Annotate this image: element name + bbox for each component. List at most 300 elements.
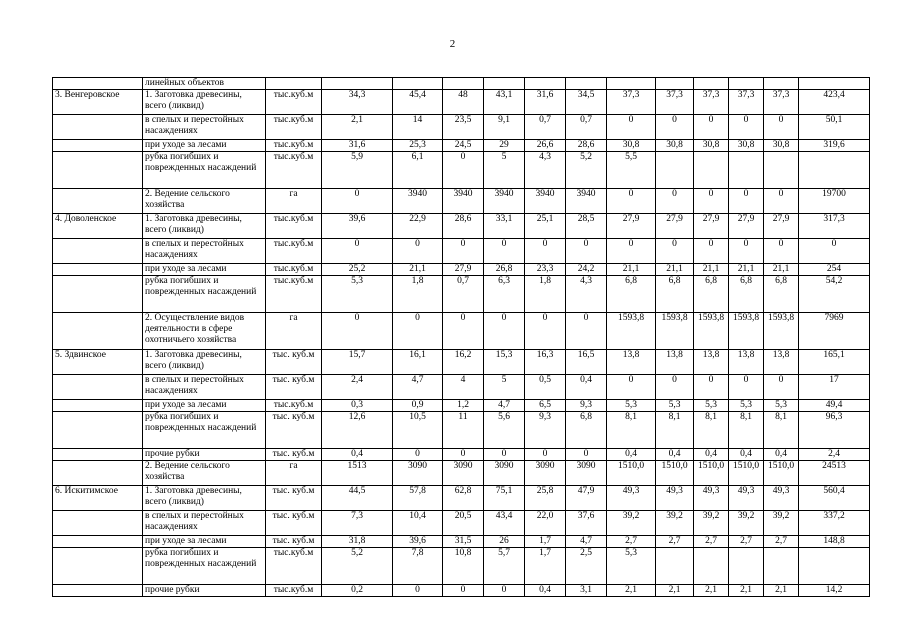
- value-cell: 0,4: [764, 449, 799, 461]
- value-cell: 3090: [525, 461, 566, 486]
- indicator-cell: прочие рубки: [143, 449, 266, 461]
- value-cell: 37,3: [694, 90, 729, 115]
- table-row: [53, 152, 870, 189]
- table-row: [53, 264, 870, 276]
- value-cell: 6,8: [656, 276, 694, 313]
- value-cell: 1593,8: [729, 313, 764, 350]
- region-cell: [53, 239, 143, 264]
- table-row: [53, 548, 870, 585]
- value-cell: 30,8: [729, 140, 764, 152]
- value-cell: 0: [607, 189, 656, 214]
- indicator-cell: рубка погибших и поврежденных насаждений: [143, 412, 266, 449]
- value-cell: 29: [484, 140, 525, 152]
- value-cell: 0,4: [656, 449, 694, 461]
- table-row: [53, 511, 870, 536]
- value-cell: 37,3: [729, 90, 764, 115]
- value-cell: [443, 78, 484, 90]
- value-cell: [322, 78, 393, 90]
- value-cell: 5,3: [729, 400, 764, 412]
- value-cell: 27,9: [443, 264, 484, 276]
- region-cell: 3. Венгеровское: [53, 90, 143, 115]
- value-cell: 4,7: [393, 375, 443, 400]
- value-cell: 27,9: [764, 214, 799, 239]
- table-row: [53, 214, 870, 239]
- unit-cell: тыс.куб.м: [266, 140, 322, 152]
- value-cell: 5,3: [694, 400, 729, 412]
- indicator-cell: при уходе за лесами: [143, 140, 266, 152]
- value-cell: 27,9: [729, 214, 764, 239]
- value-cell: 3090: [443, 461, 484, 486]
- table-row: [53, 461, 870, 486]
- value-cell: 0: [764, 115, 799, 140]
- value-cell: 1,7: [525, 548, 566, 585]
- value-cell: 22,0: [525, 511, 566, 536]
- value-cell: [566, 78, 607, 90]
- value-cell: 39,2: [694, 511, 729, 536]
- unit-cell: тыс. куб.м: [266, 511, 322, 536]
- value-cell: 0: [443, 449, 484, 461]
- value-cell: 16,3: [525, 350, 566, 375]
- value-cell: 3090: [566, 461, 607, 486]
- value-cell: 1593,8: [607, 313, 656, 350]
- value-cell: 14: [393, 115, 443, 140]
- value-cell: 1510,0: [607, 461, 656, 486]
- total-cell: 0: [799, 239, 870, 264]
- value-cell: 0: [694, 239, 729, 264]
- value-cell: 10,4: [393, 511, 443, 536]
- value-cell: 8,1: [729, 412, 764, 449]
- value-cell: 0: [694, 189, 729, 214]
- value-cell: 9,3: [525, 412, 566, 449]
- total-cell: 24513: [799, 461, 870, 486]
- value-cell: [764, 78, 799, 90]
- table-row: [53, 78, 870, 90]
- region-cell: [53, 375, 143, 400]
- value-cell: 25,2: [322, 264, 393, 276]
- value-cell: 5: [484, 152, 525, 189]
- value-cell: 0,4: [607, 449, 656, 461]
- value-cell: 0,4: [566, 375, 607, 400]
- value-cell: 48: [443, 90, 484, 115]
- value-cell: 21,1: [729, 264, 764, 276]
- value-cell: 49,3: [694, 486, 729, 511]
- value-cell: 12,6: [322, 412, 393, 449]
- value-cell: 57,8: [393, 486, 443, 511]
- value-cell: 0: [484, 239, 525, 264]
- indicator-cell: 1. Заготовка древесины, всего (ликвид): [143, 350, 266, 375]
- value-cell: 7,3: [322, 511, 393, 536]
- unit-cell: га: [266, 189, 322, 214]
- indicator-cell: 2. Ведение сельского хозяйства: [143, 189, 266, 214]
- value-cell: [764, 548, 799, 585]
- value-cell: 3090: [484, 461, 525, 486]
- value-cell: 10,8: [443, 548, 484, 585]
- region-cell: [53, 115, 143, 140]
- value-cell: [393, 78, 443, 90]
- region-cell: 6. Искитимское: [53, 486, 143, 511]
- value-cell: 6,1: [393, 152, 443, 189]
- value-cell: 37,6: [566, 511, 607, 536]
- value-cell: 6,5: [525, 400, 566, 412]
- value-cell: 62,8: [443, 486, 484, 511]
- value-cell: 0: [322, 313, 393, 350]
- value-cell: 5,2: [566, 152, 607, 189]
- value-cell: 30,8: [764, 140, 799, 152]
- unit-cell: тыс.куб.м: [266, 115, 322, 140]
- value-cell: 13,8: [694, 350, 729, 375]
- value-cell: 31,8: [322, 536, 393, 548]
- value-cell: 0: [393, 449, 443, 461]
- value-cell: 27,9: [694, 214, 729, 239]
- value-cell: 49,3: [656, 486, 694, 511]
- value-cell: 2,7: [694, 536, 729, 548]
- region-cell: [53, 400, 143, 412]
- value-cell: 1513: [322, 461, 393, 486]
- value-cell: [656, 78, 694, 90]
- value-cell: 0: [393, 313, 443, 350]
- value-cell: 5,2: [322, 548, 393, 585]
- value-cell: 27,9: [607, 214, 656, 239]
- value-cell: 1,8: [525, 276, 566, 313]
- unit-cell: тыс.куб.м: [266, 400, 322, 412]
- value-cell: 0,2: [322, 585, 393, 597]
- total-cell: 2,4: [799, 449, 870, 461]
- value-cell: 34,3: [322, 90, 393, 115]
- value-cell: 49,3: [764, 486, 799, 511]
- value-cell: [656, 152, 694, 189]
- value-cell: 20,5: [443, 511, 484, 536]
- value-cell: 0: [656, 189, 694, 214]
- value-cell: 0: [525, 313, 566, 350]
- region-cell: [53, 461, 143, 486]
- indicator-cell: рубка погибших и поврежденных насаждений: [143, 276, 266, 313]
- total-cell: [799, 152, 870, 189]
- value-cell: 6,8: [729, 276, 764, 313]
- value-cell: 4: [443, 375, 484, 400]
- value-cell: 26: [484, 536, 525, 548]
- value-cell: 39,2: [729, 511, 764, 536]
- value-cell: 5,9: [322, 152, 393, 189]
- value-cell: 3940: [484, 189, 525, 214]
- page-number: 2: [449, 38, 456, 50]
- region-cell: [53, 536, 143, 548]
- value-cell: 13,8: [729, 350, 764, 375]
- value-cell: 0: [566, 449, 607, 461]
- value-cell: 0,4: [322, 449, 393, 461]
- value-cell: 22,9: [393, 214, 443, 239]
- value-cell: [729, 78, 764, 90]
- value-cell: 28,6: [443, 214, 484, 239]
- value-cell: 13,8: [764, 350, 799, 375]
- value-cell: 3090: [393, 461, 443, 486]
- value-cell: 49,3: [729, 486, 764, 511]
- value-cell: 0: [393, 585, 443, 597]
- value-cell: 0: [484, 585, 525, 597]
- region-cell: [53, 313, 143, 350]
- table-row: [53, 486, 870, 511]
- indicator-cell: в спелых и перестойных насаждениях: [143, 375, 266, 400]
- table-row: [53, 140, 870, 152]
- unit-cell: тыс.куб.м: [266, 90, 322, 115]
- region-cell: [53, 511, 143, 536]
- value-cell: [607, 78, 656, 90]
- value-cell: 0,9: [393, 400, 443, 412]
- value-cell: 0,4: [694, 449, 729, 461]
- value-cell: 0: [764, 375, 799, 400]
- value-cell: 9,1: [484, 115, 525, 140]
- value-cell: 0: [566, 313, 607, 350]
- value-cell: 5,3: [607, 400, 656, 412]
- value-cell: 21,1: [764, 264, 799, 276]
- value-cell: 1510,0: [729, 461, 764, 486]
- value-cell: 10,5: [393, 412, 443, 449]
- table-row: [53, 412, 870, 449]
- value-cell: 27,9: [656, 214, 694, 239]
- table-row: [53, 115, 870, 140]
- value-cell: 3940: [525, 189, 566, 214]
- value-cell: [694, 78, 729, 90]
- value-cell: 21,1: [393, 264, 443, 276]
- value-cell: 5,3: [322, 276, 393, 313]
- value-cell: 37,3: [764, 90, 799, 115]
- value-cell: 31,6: [525, 90, 566, 115]
- total-cell: 54,2: [799, 276, 870, 313]
- unit-cell: тыс. куб.м: [266, 375, 322, 400]
- value-cell: 1510,0: [694, 461, 729, 486]
- value-cell: 21,1: [694, 264, 729, 276]
- unit-cell: тыс.куб.м: [266, 152, 322, 189]
- region-cell: [53, 140, 143, 152]
- value-cell: 2,1: [729, 585, 764, 597]
- total-cell: 254: [799, 264, 870, 276]
- total-cell: 96,3: [799, 412, 870, 449]
- value-cell: 24,2: [566, 264, 607, 276]
- value-cell: 0: [607, 115, 656, 140]
- value-cell: 0: [484, 449, 525, 461]
- value-cell: 23,3: [525, 264, 566, 276]
- total-cell: 165,1: [799, 350, 870, 375]
- value-cell: 31,5: [443, 536, 484, 548]
- value-cell: 9,3: [566, 400, 607, 412]
- value-cell: 31,6: [322, 140, 393, 152]
- unit-cell: га: [266, 313, 322, 350]
- value-cell: 39,6: [393, 536, 443, 548]
- value-cell: 0: [607, 375, 656, 400]
- value-cell: 39,2: [607, 511, 656, 536]
- value-cell: 1593,8: [656, 313, 694, 350]
- total-cell: 17: [799, 375, 870, 400]
- value-cell: 0: [443, 585, 484, 597]
- total-cell: 423,4: [799, 90, 870, 115]
- indicator-cell: в спелых и перестойных насаждениях: [143, 239, 266, 264]
- value-cell: 2,4: [322, 375, 393, 400]
- region-cell: 5. Здвинское: [53, 350, 143, 375]
- value-cell: 39,6: [322, 214, 393, 239]
- unit-cell: тыс. куб.м: [266, 486, 322, 511]
- table-row: [53, 449, 870, 461]
- unit-cell: тыс. куб.м: [266, 412, 322, 449]
- forest-usage-table: [52, 77, 870, 597]
- value-cell: 2,1: [322, 115, 393, 140]
- value-cell: 1,7: [525, 536, 566, 548]
- region-cell: [53, 412, 143, 449]
- value-cell: 16,5: [566, 350, 607, 375]
- value-cell: 2,1: [764, 585, 799, 597]
- indicator-cell: рубка погибших и поврежденных насаждений: [143, 152, 266, 189]
- value-cell: 8,1: [764, 412, 799, 449]
- value-cell: 28,5: [566, 214, 607, 239]
- value-cell: 0: [443, 152, 484, 189]
- indicator-cell: в спелых и перестойных насаждениях: [143, 511, 266, 536]
- value-cell: 30,8: [656, 140, 694, 152]
- region-cell: [53, 78, 143, 90]
- unit-cell: тыс. куб.м: [266, 536, 322, 548]
- value-cell: 0: [607, 239, 656, 264]
- value-cell: [694, 548, 729, 585]
- value-cell: 8,1: [607, 412, 656, 449]
- value-cell: 75,1: [484, 486, 525, 511]
- value-cell: 25,3: [393, 140, 443, 152]
- value-cell: 0: [729, 239, 764, 264]
- value-cell: 0,3: [322, 400, 393, 412]
- value-cell: 1593,8: [764, 313, 799, 350]
- indicator-cell: рубка погибших и поврежденных насаждений: [143, 548, 266, 585]
- value-cell: 5,5: [607, 152, 656, 189]
- value-cell: 30,8: [694, 140, 729, 152]
- value-cell: 5,7: [484, 548, 525, 585]
- value-cell: 0: [322, 189, 393, 214]
- value-cell: 0: [566, 239, 607, 264]
- indicator-cell: 2. Ведение сельского хозяйства: [143, 461, 266, 486]
- total-cell: 148,8: [799, 536, 870, 548]
- value-cell: 0,4: [729, 449, 764, 461]
- indicator-cell: при уходе за лесами: [143, 400, 266, 412]
- value-cell: 16,1: [393, 350, 443, 375]
- value-cell: 0: [393, 239, 443, 264]
- unit-cell: тыс. куб.м: [266, 449, 322, 461]
- value-cell: 21,1: [607, 264, 656, 276]
- value-cell: 0,5: [525, 375, 566, 400]
- value-cell: 33,1: [484, 214, 525, 239]
- value-cell: 16,2: [443, 350, 484, 375]
- total-cell: 14,2: [799, 585, 870, 597]
- unit-cell: тыс.куб.м: [266, 214, 322, 239]
- value-cell: 0: [443, 313, 484, 350]
- value-cell: 5: [484, 375, 525, 400]
- value-cell: 34,5: [566, 90, 607, 115]
- value-cell: 23,5: [443, 115, 484, 140]
- unit-cell: га: [266, 461, 322, 486]
- value-cell: 3,1: [566, 585, 607, 597]
- value-cell: 13,8: [656, 350, 694, 375]
- value-cell: 0,4: [525, 585, 566, 597]
- indicator-cell: 2. Осуществление видов деятельности в сфере охотничьего хозяйства: [143, 313, 266, 350]
- unit-cell: [266, 78, 322, 90]
- value-cell: 4,7: [484, 400, 525, 412]
- value-cell: 2,7: [607, 536, 656, 548]
- value-cell: 2,7: [729, 536, 764, 548]
- unit-cell: тыс.куб.м: [266, 585, 322, 597]
- value-cell: 0: [484, 313, 525, 350]
- region-cell: [53, 276, 143, 313]
- value-cell: 5,3: [764, 400, 799, 412]
- unit-cell: тыс.куб.м: [266, 264, 322, 276]
- table-row: [53, 375, 870, 400]
- value-cell: 8,1: [694, 412, 729, 449]
- value-cell: 0: [656, 115, 694, 140]
- value-cell: 0: [694, 115, 729, 140]
- indicator-cell: 1. Заготовка древесины, всего (ликвид): [143, 486, 266, 511]
- value-cell: 0: [656, 239, 694, 264]
- unit-cell: тыс.куб.м: [266, 276, 322, 313]
- value-cell: 30,8: [607, 140, 656, 152]
- value-cell: 2,7: [764, 536, 799, 548]
- value-cell: 39,2: [656, 511, 694, 536]
- value-cell: 43,1: [484, 90, 525, 115]
- table-row: [53, 239, 870, 264]
- total-cell: 50,1: [799, 115, 870, 140]
- value-cell: 0: [443, 239, 484, 264]
- region-cell: 4. Доволенское: [53, 214, 143, 239]
- value-cell: 25,1: [525, 214, 566, 239]
- value-cell: [525, 78, 566, 90]
- table-row: [53, 276, 870, 313]
- value-cell: [694, 152, 729, 189]
- value-cell: 6,8: [566, 412, 607, 449]
- value-cell: 6,8: [607, 276, 656, 313]
- value-cell: 0: [322, 239, 393, 264]
- value-cell: 3940: [443, 189, 484, 214]
- value-cell: 0,7: [443, 276, 484, 313]
- table-row: [53, 189, 870, 214]
- value-cell: 15,7: [322, 350, 393, 375]
- value-cell: 5,6: [484, 412, 525, 449]
- value-cell: 4,7: [566, 536, 607, 548]
- total-cell: 319,6: [799, 140, 870, 152]
- value-cell: 0: [729, 115, 764, 140]
- value-cell: 0: [729, 189, 764, 214]
- value-cell: 47,9: [566, 486, 607, 511]
- total-cell: 49,4: [799, 400, 870, 412]
- table-row: [53, 90, 870, 115]
- total-cell: [799, 548, 870, 585]
- indicator-cell: 1. Заготовка древесины, всего (ликвид): [143, 90, 266, 115]
- region-cell: [53, 264, 143, 276]
- value-cell: 1,2: [443, 400, 484, 412]
- value-cell: [656, 548, 694, 585]
- value-cell: 0: [525, 239, 566, 264]
- value-cell: 0: [694, 375, 729, 400]
- value-cell: 25,8: [525, 486, 566, 511]
- value-cell: 24,5: [443, 140, 484, 152]
- table-row: [53, 536, 870, 548]
- table-row: [53, 585, 870, 597]
- value-cell: 0: [764, 239, 799, 264]
- value-cell: 0: [525, 449, 566, 461]
- region-cell: [53, 585, 143, 597]
- value-cell: 1510,0: [764, 461, 799, 486]
- indicator-cell: прочие рубки: [143, 585, 266, 597]
- total-cell: 560,4: [799, 486, 870, 511]
- value-cell: 3940: [393, 189, 443, 214]
- indicator-cell: линейных объектов: [143, 78, 266, 90]
- indicator-cell: в спелых и перестойных насаждениях: [143, 115, 266, 140]
- value-cell: 13,8: [607, 350, 656, 375]
- value-cell: 37,3: [607, 90, 656, 115]
- table-row: [53, 350, 870, 375]
- value-cell: [484, 78, 525, 90]
- value-cell: 2,1: [694, 585, 729, 597]
